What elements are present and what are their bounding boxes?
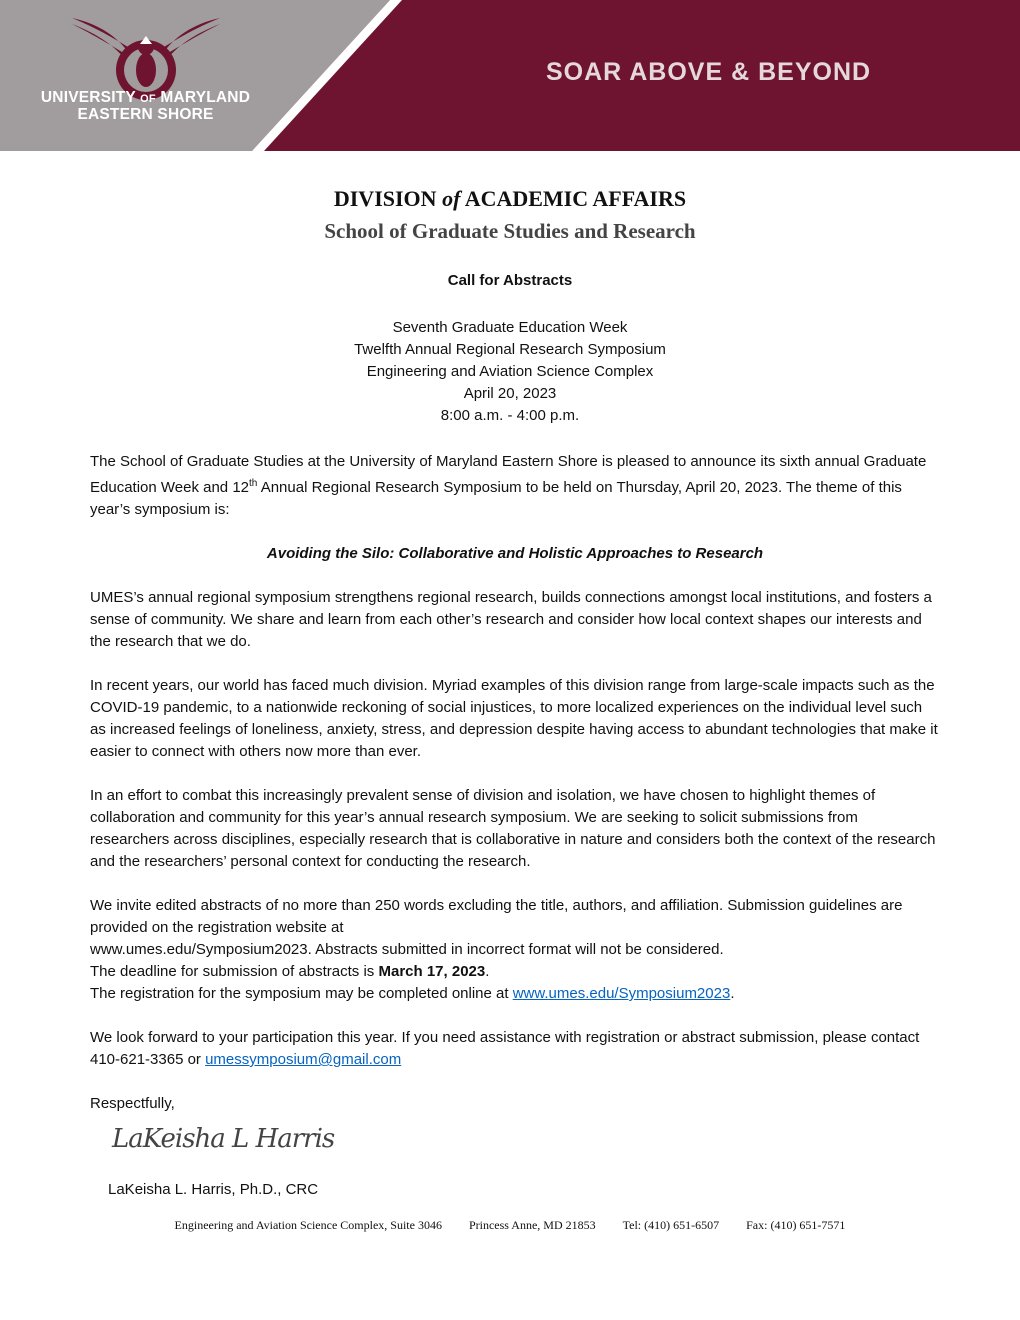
paragraph-division: In recent years, our world has faced much division. Myriad examples of this division range from large-scale impacts such as the COVID-19 pandemic, to a nationwide reckoning of social injustices, to more localized experiences on the individual level such as increased feelings of loneliness, anxiety, stress, and depression despite having access to abundant technologies that make it easier to connect with others now more than ever. <box>90 677 938 760</box>
intro-paragraph: The School of Graduate Studies at the University of Maryland Eastern Shore is pleased to announce its sixth annual Graduate Education Week and 12th Annual Regional Research Symposium to be held on Thursday, April 20, 2023. The theme of this year’s symposium is: <box>90 453 927 518</box>
call-for-abstracts-heading: Call for Abstracts <box>447 272 573 289</box>
event-time: 8:00 a.m. - 4:00 p.m. <box>440 407 580 424</box>
registration-link[interactable]: www.umes.edu/Symposium2023 <box>512 985 731 1002</box>
footer-address: Engineering and Aviation Science Complex, Suite 3046 <box>174 1218 442 1232</box>
paragraph-collaboration: In an effort to combat this increasingly prevalent sense of division and isolation, we have chosen to highlight themes of collaboration and community for this year’s annual research symposium. We are seeking to solicit submissions from researchers across disciplines, especially research that is collaborative in nature and considers both the context of the research and the researchers’ personal context for conducting the research. <box>90 787 936 870</box>
deadline-date: March 17, 2023 <box>378 963 486 980</box>
symposium-theme: Avoiding the Silo: Collaborative and Holistic Approaches to Research <box>266 545 764 562</box>
submission-paragraph: We invite edited abstracts of no more than 250 words excluding the title, authors, and affiliation. Submission guidelines are provided on the registration website at www.umes.edu/Symposium2023. Abstracts submitted in incorrect format will not be considered. The deadline for submission of abstracts is March 17, 2023. The registration for the symposium may be completed online at www.umes.edu/Symposium2023. <box>90 897 903 1002</box>
footer-city: Princess Anne, MD 21853 <box>468 1218 596 1232</box>
event-location: Engineering and Aviation Science Complex <box>366 363 654 380</box>
event-details <box>0 317 1020 427</box>
tagline: SOAR ABOVE & BEYOND <box>546 58 872 86</box>
event-line-2: Twelfth Annual Regional Research Symposium <box>354 341 666 358</box>
handwritten-signature: LaKeisha L Harris <box>112 1124 335 1154</box>
header-banner <box>0 0 1020 151</box>
division-title: DIVISION of ACADEMIC AFFAIRS <box>333 186 687 211</box>
footer-tel: Tel: (410) 651-6507 <box>622 1218 720 1232</box>
signoff: Respectfully, <box>90 1095 175 1112</box>
event-date: April 20, 2023 <box>463 385 557 402</box>
paragraph-community: UMES’s annual regional symposium strengthens regional research, builds connections amongst local institutions, and fosters a sense of community. We share and learn from each other’s research and consider how local context shapes our interests and the research that we do. <box>90 589 932 650</box>
school-title: School of Graduate Studies and Research <box>324 219 696 243</box>
closing-paragraph: We look forward to your participation this year. If you need assistance with registration or abstract submission, please contact 410-621-3365 or umessymposium@gmail.com <box>90 1029 920 1068</box>
signer-name: LaKeisha L. Harris, Ph.D., CRC <box>108 1181 319 1198</box>
footer-contact <box>0 1218 1020 1233</box>
letter-body <box>90 451 940 1137</box>
event-line-1: Seventh Graduate Education Week <box>392 319 628 336</box>
university-name: UNIVERSITY OF MARYLAND EASTERN SHORE <box>40 89 251 123</box>
contact-email-link[interactable]: umessymposium@gmail.com <box>205 1051 402 1068</box>
footer-fax: Fax: (410) 651-7571 <box>746 1218 846 1232</box>
